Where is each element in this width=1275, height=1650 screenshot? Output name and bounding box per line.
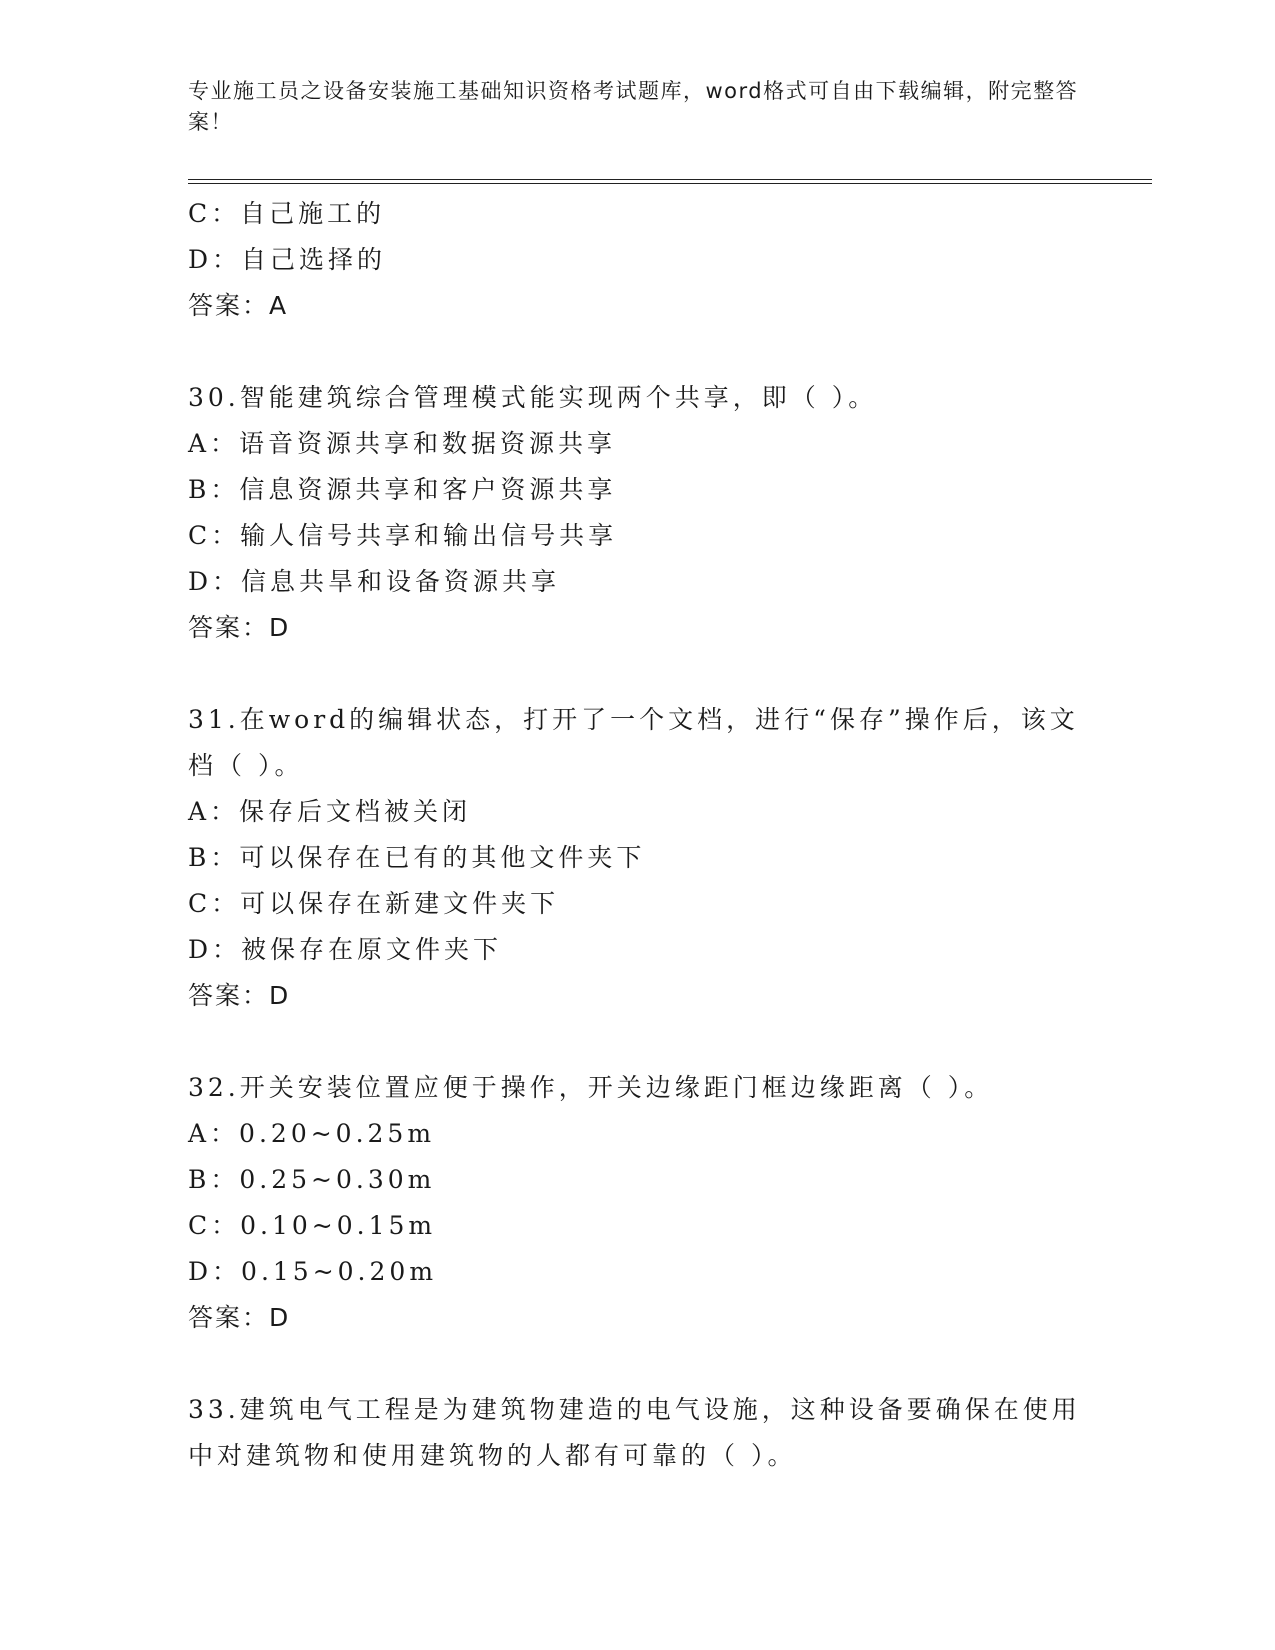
- answer: 答案：A: [188, 291, 289, 320]
- question-31: [188, 697, 1108, 1019]
- option-c: C：输人信号共享和输出信号共享: [188, 521, 618, 550]
- option-b: B：信息资源共享和客户资源共享: [188, 475, 617, 504]
- option-d: D：自己选择的: [188, 245, 387, 274]
- option-a: A：语音资源共享和数据资源共享: [188, 429, 617, 458]
- question-stem: 30.智能建筑综合管理模式能实现两个共享，即（ ）。: [188, 383, 878, 412]
- question-32: [188, 1065, 1108, 1341]
- option-d: D：被保存在原文件夹下: [188, 935, 503, 964]
- option-a: A：0.20~0.25m: [188, 1119, 436, 1148]
- option-c: C：可以保存在新建文件夹下: [188, 889, 560, 918]
- option-d: D：信息共旱和设备资源共享: [188, 567, 561, 596]
- header-divider-top: [188, 179, 1152, 180]
- answer: 答案：D: [188, 613, 291, 642]
- question-stem: 31.在word的编辑状态，打开了一个文档，进行“保存”操作后，该文档（ ）。: [188, 705, 1079, 780]
- option-c: C：自己施工的: [188, 199, 386, 228]
- answer: 答案：D: [188, 1303, 291, 1332]
- header-divider-bottom: [188, 183, 1152, 184]
- document-body: [188, 191, 1108, 1479]
- question-30: [188, 375, 1108, 651]
- question-stem: 32.开关安装位置应便于操作，开关边缘距门框边缘距离（ ）。: [188, 1073, 994, 1102]
- question-29-continued: [188, 191, 1108, 329]
- option-b: B：0.25~0.30m: [188, 1165, 436, 1194]
- question-33: [188, 1387, 1108, 1479]
- option-b: B：可以保存在已有的其他文件夹下: [188, 843, 646, 872]
- option-a: A：保存后文档被关闭: [188, 797, 472, 826]
- question-stem: 33.建筑电气工程是为建筑物建造的电气设施，这种设备要确保在使用中对建筑物和使用建筑物的人都有可靠的（ ）。: [188, 1395, 1081, 1470]
- answer: 答案：D: [188, 981, 291, 1010]
- option-d: D：0.15~0.20m: [188, 1257, 438, 1286]
- document-header: 专业施工员之设备安装施工基础知识资格考试题库，word格式可自由下载编辑，附完整答案！: [188, 79, 1079, 134]
- option-c: C：0.10~0.15m: [188, 1211, 437, 1240]
